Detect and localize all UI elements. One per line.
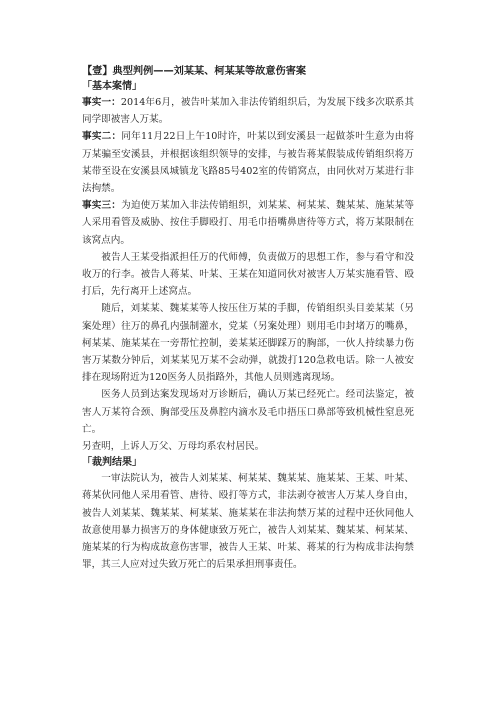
- paragraph-additional: 另查明，上诉人万父、万母均系农村居民。: [82, 441, 265, 453]
- fact-one-text: 2014年6月，被告叶某加入非法传销组织后，为发展下线多次联系其同学即被害人万某。: [82, 97, 414, 126]
- case-title: 【壹】典型判例——刘某某、柯某某等故意伤害案: [82, 66, 307, 77]
- judgment-heading: 「裁判结果」: [82, 457, 142, 469]
- fact-two-label: 事实二：: [82, 131, 122, 143]
- fact-one-label: 事实一：: [82, 97, 121, 108]
- paragraph-wang-role: 被告人王某受指派担任万的代师傅，负责做万的思想工作，参与看守和没收万的行李。被告人蒋某、叶某、王某在知道同伙对被害人万某实施看管、殴打后，先行离开上述窝点。: [82, 251, 414, 298]
- paragraph-medical: 医务人员到达案发现场对万诊断后，确认万某已经死亡。经司法鉴定，被害人万某符合颈、胸部受压及鼻腔内滴水及毛巾捂压口鼻部等致机械性窒息死亡。: [82, 389, 414, 435]
- fact-two-paragraph: [82, 128, 414, 197]
- fact-three-paragraph: [82, 197, 414, 249]
- basic-facts-heading: 「基本案情」: [82, 81, 142, 92]
- fact-one-paragraph: [82, 94, 414, 128]
- paragraph-judgment: 一审法院认为，被告人刘某某、柯某某、魏某某、施某某、王某、叶某、蒋某伙同他人采用看管、唐待、殴打等方式，非法剥夺被害人万某人身自由，被告人刘某某、魏某某、柯某某、施某某在非法拘禁万某的过程中还伙同他人故意使用暴力损害万的身体健康致万死亡，被告人刘某某、魏某某、柯某某、施某某的行为构成故意伤害罪，被告人王某、叶某、蒋某的行为构成非法拘禁罪，其三人应对过失致万死亡的后果承担刑事责任。: [82, 473, 414, 571]
- fact-two-text: 同年11月22日上午10时许，叶某以到安溪县一起做茶叶生意为由将万某骗至安溪县，并根据该组织领导的安排，与被告蒋某假装成传销组织将万某带至设在安溪县凤城镇龙飞路85号402室的传销窝点，由同伙对万某进行非法拘禁。: [82, 131, 415, 195]
- document-page: [82, 65, 414, 573]
- paragraph-violence: 随后，刘某某、魏某某等人按压住万某的手脚，传销组织头目姜某某（另案处理）往万的鼻孔内强制灌水，党某（另案处理）则用毛巾封堵万的嘴鼻，柯某某、施某某在一旁帮忙控制，姜某某还脚踩万的胸部，一伙人持续暴力伤害万某数分钟后，刘某某见万某不会动弹，就拨打120急救电话。除一人被安排在现场附近为120医务人员指路外，其他人员则逃离现场。: [82, 303, 414, 384]
- fact-three-label: 事实三：: [82, 200, 122, 212]
- fact-three-text: 为迫使万某加入非法传销组织，刘某某、柯某某、魏某某、施某某等人采用看管及威胁、按住手脚殴打、用毛巾捂嘴鼻唐待等方式，将万某限制在该窝点内。: [82, 200, 415, 246]
